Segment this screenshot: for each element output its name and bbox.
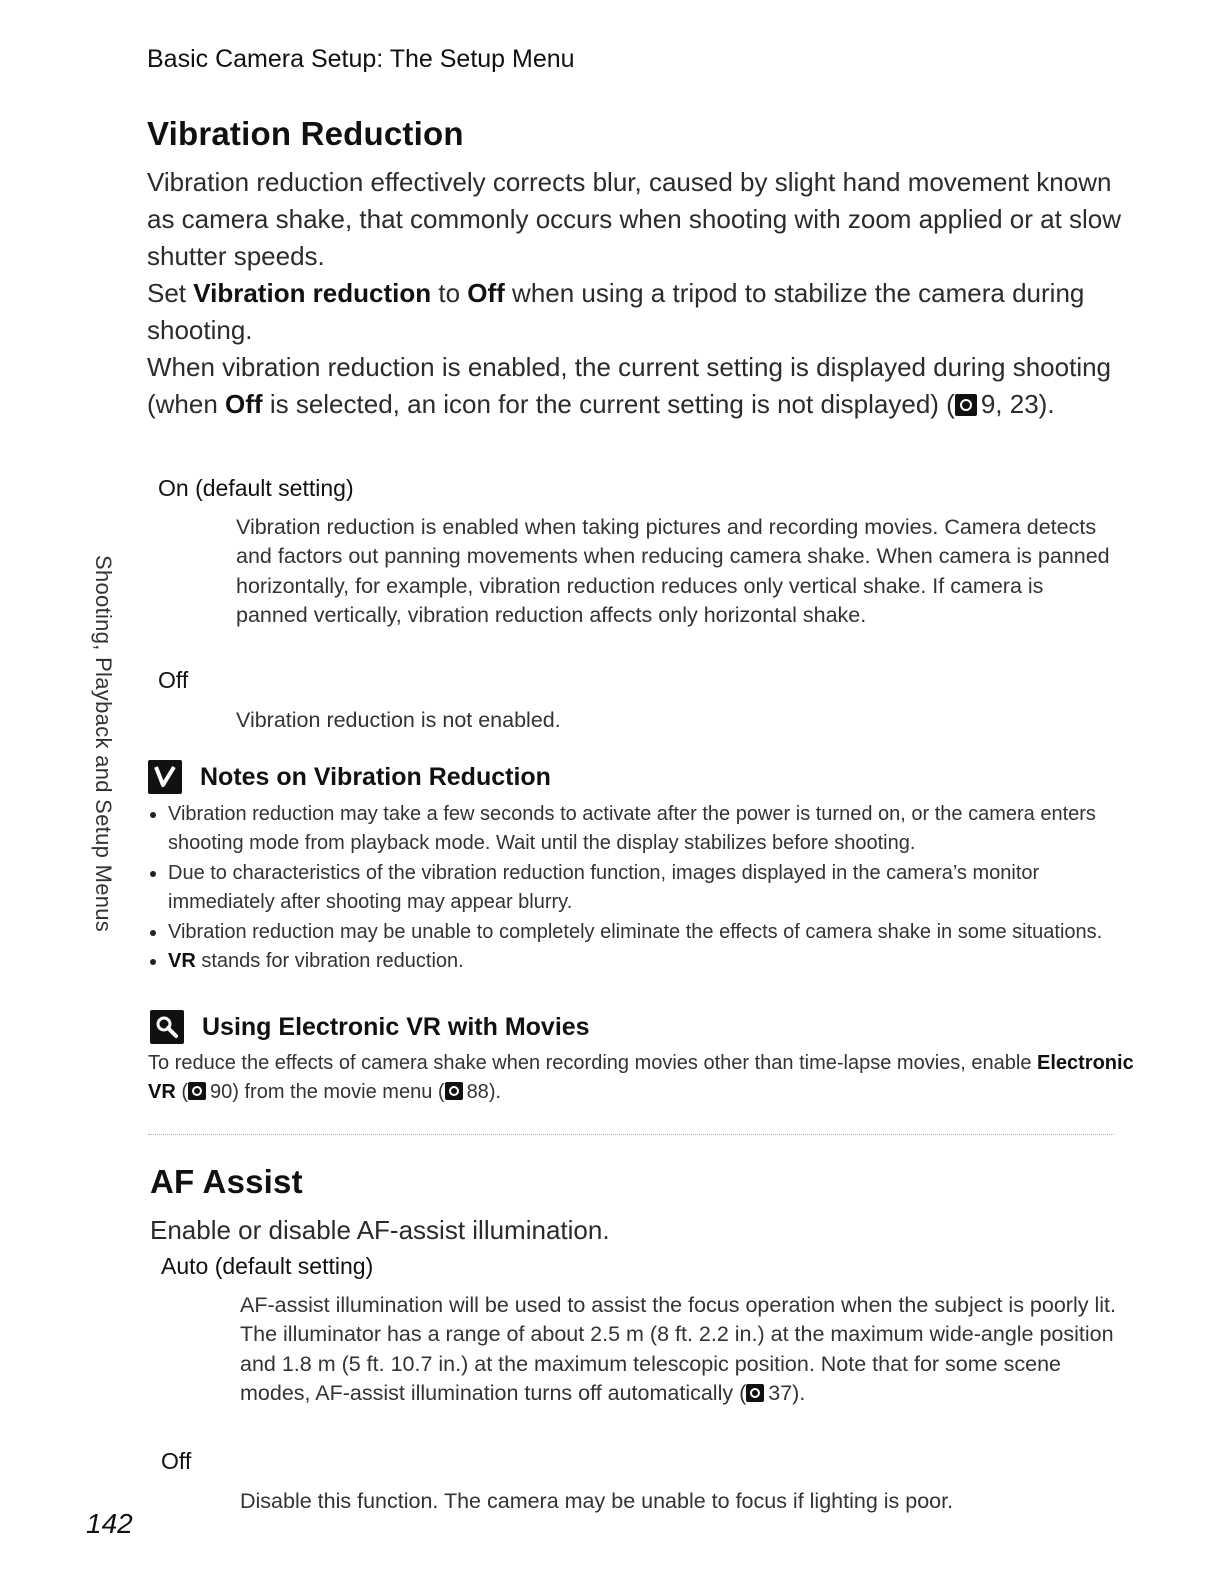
side-tab-section-label: Shooting, Playback and Setup Menus — [91, 555, 116, 933]
page-reference-icon — [445, 1082, 463, 1100]
movies-tip-body: To reduce the effects of camera shake when recording movies other than time-lapse movies, enable Electronic VR ( 90) from the movie menu ( 88). — [148, 1052, 1134, 1104]
vibration-reduction-intro — [147, 164, 1127, 423]
option-description-off: Disable this function. The camera may be unable to focus if lighting is poor. — [240, 1489, 954, 1513]
movies-tip-heading — [150, 1010, 590, 1044]
page-reference-icon — [188, 1082, 206, 1100]
notes-heading — [148, 760, 551, 794]
page-number: 142 — [86, 1508, 133, 1539]
intro-paragraph-2: Set Vibration reduction to Off when using a tripod to stabilize the camera during shooting. — [147, 278, 1085, 345]
intro-paragraph-1: Vibration reduction effectively corrects blur, caused by slight hand movement known as camera shake, that commonly occurs when shooting with zoom applied or at slow shutter speeds. — [147, 167, 1122, 271]
section-title-af-assist: AF Assist — [150, 1163, 303, 1200]
option-description-off: Vibration reduction is not enabled. — [236, 708, 561, 732]
option-label-off: Off — [161, 1448, 192, 1474]
notes-title: Notes on Vibration Reduction — [200, 762, 551, 791]
list-item: Due to characteristics of the vibration reduction function, images displayed in the camera’s monitor immediately after shooting may appear blurry. — [148, 859, 1128, 918]
option-label-on: On (default setting) — [158, 475, 354, 501]
option-description-auto: AF-assist illumination will be used to assist the focus operation when the subject is poorly lit. The illuminator has a range of about 2.5 m (8 ft. 2.2 in.) at the maximum wide-angle position and 1.8 m (5 ft. 10.7 in.) at the maximum telescopic position. Note that for some scene modes, AF-assist illumination turns off automatically ( 37). — [240, 1293, 1116, 1406]
page-reference-icon — [955, 394, 977, 416]
section-title-vibration-reduction: Vibration Reduction — [147, 115, 464, 152]
tip-magnifier-icon — [150, 1010, 184, 1044]
caution-check-icon — [148, 760, 182, 794]
page-reference-link[interactable]: 88 — [466, 1081, 489, 1104]
list-item: Vibration reduction may take a few seconds to activate after the power is turned on, or the camera enters shooting mode from playback mode. Wait until the display stabilizes before shooting. — [148, 800, 1128, 859]
page-reference-link[interactable]: 90 — [210, 1081, 233, 1104]
running-header: Basic Camera Setup: The Setup Menu — [147, 45, 575, 73]
list-item: VR stands for vibration reduction. — [148, 947, 1128, 976]
page-reference-link[interactable]: 37 — [768, 1381, 793, 1406]
af-assist-intro: Enable or disable AF-assist illumination. — [150, 1215, 610, 1245]
section-divider — [148, 1134, 1114, 1135]
page-reference-icon — [746, 1384, 764, 1402]
movies-tip-title: Using Electronic VR with Movies — [202, 1012, 590, 1041]
notes-list — [148, 800, 1128, 976]
intro-paragraph-3: When vibration reduction is enabled, the current setting is displayed during shooting (when Off is selected, an icon for the current setting is not displayed) ( 9, 23). — [147, 352, 1112, 419]
option-label-off: Off — [158, 667, 189, 693]
option-label-auto: Auto (default setting) — [161, 1253, 374, 1279]
option-description-on: Vibration reduction is enabled when taking pictures and recording movies. Camera detects and factors out panning movements when reducing camera shake. When camera is panned horizontally, for example, vibration reduction reduces only vertical shake. If camera is panned vertically, vibration reduction affects only horizontal shake. — [236, 515, 1110, 628]
page-reference-link[interactable]: 9, 23 — [980, 389, 1039, 419]
list-item: Vibration reduction may be unable to completely eliminate the effects of camera shake in some situations. — [148, 918, 1128, 947]
